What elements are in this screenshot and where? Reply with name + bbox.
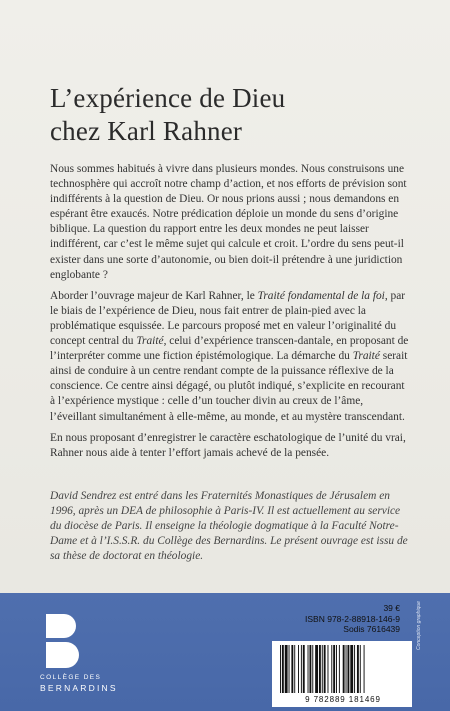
italic-title-ref: Traité bbox=[352, 350, 380, 363]
italic-title-ref: Traité bbox=[136, 335, 164, 348]
book-title bbox=[50, 82, 430, 148]
barcode-number: 9 782889 181469 bbox=[305, 695, 381, 704]
paragraph-text: serait ainsi de conduire à un centre rendant compte de la puissance réflexive de la conscience. Ce centre ainsi dégagé, ou plutôt indiqué, s’explicite en recourant à l’expérience mystique : celle d’un toucher divin au creux de l’âme, l’éveillant simultanément à elle-même, au monde, et au mystère transcendant. bbox=[50, 350, 408, 423]
publisher-name-line2: BERNARDINS bbox=[40, 683, 118, 693]
paragraph-text: Nous sommes habitués à vivre dans plusieurs mondes. Nous construisons une technosphère qui accroît notre champ d’action, et nos efforts de prévision sont indifférents à la question de Dieu. Or nous prions aussi ; nous demandons en espérant être exaucés. Notre prédication déploie un monde du sens d’origine biblique. La question du rapport entre les deux mondes ne peut laisser indifférent, car c’est le même sujet qui calcule et croit. L’ordre du sens peut-il exister dans une sorte d’autonomie, ou bien doit-il prétendre à une juridiction englobante ? bbox=[50, 163, 407, 281]
italic-title-ref: Traité fondamental de la foi bbox=[257, 289, 385, 302]
author-bio: David Sendrez est entré dans les Fraternités Monastiques de Jérusalem en 1996, après un DEA de philosophie à Paris-IV. Il est actuellement au service du diocèse de Paris. Il enseigne la théologie dogmatique à la Faculté Notre-Dame et à l’I.S.S.R. du Collège des Bernardins. Le présent ouvrage est issu de sa thèse de doctorat en théologie. bbox=[50, 490, 408, 563]
paragraph-text: Aborder l’ouvrage majeur de Karl Rahner, le bbox=[50, 289, 258, 302]
publisher-name-line1: COLLÈGE DES bbox=[40, 674, 102, 681]
paragraph-text: , par le biais de l’expérience de Dieu, nous fait entrer de plain-pied avec la problématique esquissée. Le parcours proposé met en valeur l’originalité du concept central du bbox=[50, 289, 406, 348]
paragraph-text: En nous proposant d’enregistrer le caractère eschatologique de l’unité du vrai, Rahner nous aide à tenter l’effort jamais achevé de la pensée. bbox=[50, 431, 406, 459]
blurb-paragraph bbox=[50, 162, 412, 283]
title-line-2: chez Karl Rahner bbox=[50, 116, 243, 146]
blurb-paragraph bbox=[50, 431, 412, 461]
price: 39 € bbox=[383, 603, 400, 613]
blurb-paragraph bbox=[50, 289, 412, 425]
design-credit: Conception graphique bbox=[416, 601, 422, 650]
isbn: ISBN 978-2-88918-146-9 bbox=[305, 613, 400, 624]
price-isbn-block bbox=[250, 603, 400, 635]
paragraph-text: , celui d’expérience transcen-dantale, en proposant de l’interpréter comme une fiction épistémologique. La démarche du bbox=[50, 335, 409, 363]
title-line-1: L’expérience de Dieu bbox=[50, 83, 286, 113]
blurb-text bbox=[50, 162, 412, 467]
sodis-code: Sodis 7616439 bbox=[343, 624, 400, 634]
publisher-b-logo-icon bbox=[44, 612, 84, 670]
